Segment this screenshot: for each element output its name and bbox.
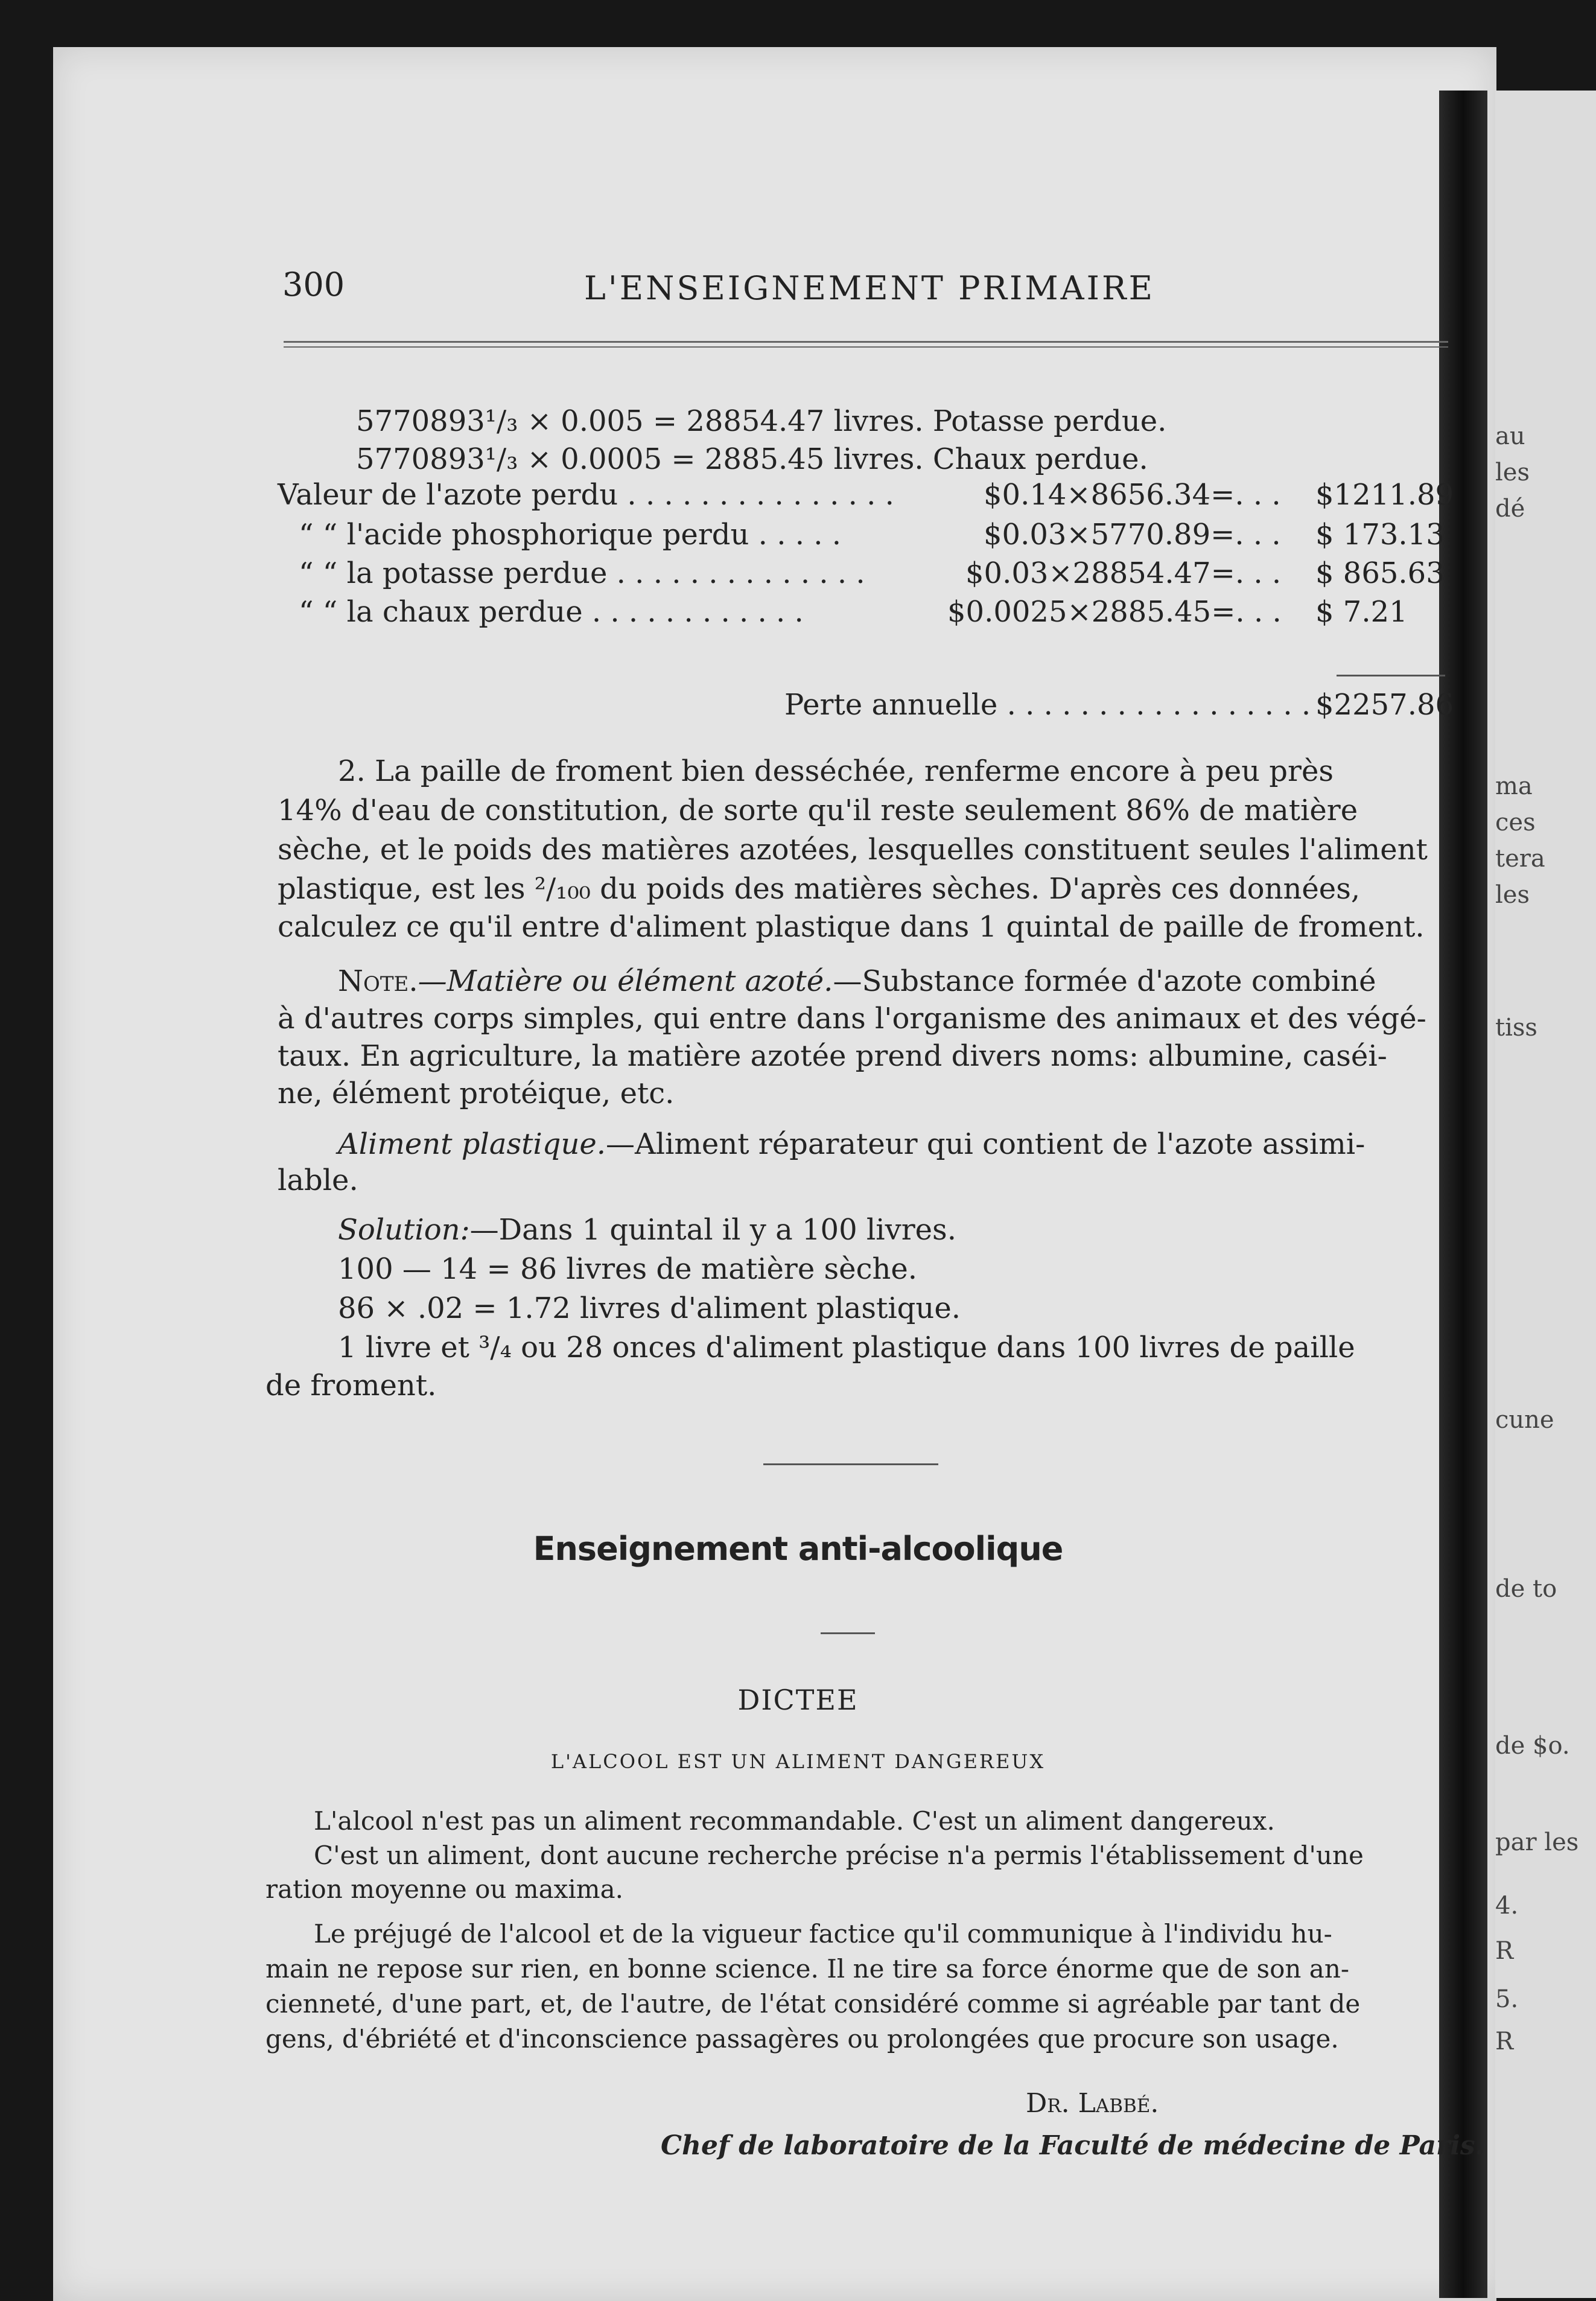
- problem-line: 2. La paille de froment bien desséchée, renferme encore à peu près: [338, 754, 1334, 788]
- valuation-amount: $ 173.13: [1315, 518, 1445, 552]
- author-name: Dr. Labbé.: [1026, 2088, 1159, 2119]
- note-line: à d'autres corps simples, qui entre dans l'organisme des animaux et des végé-: [278, 1002, 1426, 1036]
- section-heading: Enseignement anti-alcoolique: [533, 1530, 1063, 1568]
- problem-line: 14% d'eau de constitution, de sorte qu'il reste seulement 86% de matière: [278, 794, 1358, 827]
- valuation-label: “ “ l'acide phosphorique perdu . . . . .: [299, 518, 841, 552]
- valuation-label: Valeur de l'azote perdu . . . . . . . . . . . . . . .: [278, 478, 894, 512]
- solution-label: Solution:: [338, 1213, 470, 1247]
- solution-line: 1 livre et ³/₄ ou 28 onces d'aliment plastique dans 100 livres de paille: [338, 1331, 1355, 1364]
- dictation-line: L'alcool n'est pas un aliment recommandable. C'est un aliment dangereux.: [314, 1806, 1275, 1836]
- note-line: ne, élément protéique, etc.: [278, 1077, 675, 1110]
- aliment-first-line: [338, 1127, 1365, 1161]
- valuation-calc: $0.03×5770.89=. . .: [984, 518, 1281, 552]
- facing-page-fragment: R: [1495, 1937, 1514, 1965]
- book-spine: [1439, 91, 1487, 2298]
- facing-page-fragment: tiss: [1495, 1014, 1537, 1042]
- dictation-line: ration moyenne ou maxima.: [265, 1874, 624, 1904]
- facing-page-fragment: 4.: [1495, 1892, 1519, 1920]
- problem-line: sèche, et le poids des matières azotées, lesquelles constituent seules l'aliment: [278, 833, 1428, 867]
- facing-page-fragment: les: [1495, 459, 1530, 486]
- total-label: Perte annuelle . . . . . . . . . . . . . . . . .: [784, 688, 1311, 722]
- sum-rule: [1337, 675, 1445, 676]
- solution-text: —Dans 1 quintal il y a 100 livres.: [469, 1213, 956, 1247]
- aliment-definition: —Aliment réparateur qui contient de l'azote assimi-: [606, 1127, 1366, 1161]
- facing-page-fragment: tera: [1495, 845, 1545, 873]
- valuation-calc: $0.14×8656.34=. . .: [984, 478, 1281, 512]
- header-rule-secondary: [284, 346, 1448, 348]
- running-title: L'ENSEIGNEMENT PRIMAIRE: [584, 269, 1156, 307]
- problem-line: calculez ce qu'il entre d'aliment plastique dans 1 quintal de paille de froment.: [278, 910, 1425, 944]
- note-first-line: [338, 964, 1376, 998]
- facing-page-fragment: ma: [1495, 772, 1533, 800]
- valuation-calc: $0.0025×2885.45=. . .: [947, 595, 1282, 629]
- dictation-line: main ne repose sur rien, en bonne science. Il ne tire sa force énorme que de son an-: [265, 1954, 1350, 1984]
- facing-page-fragment: R: [1495, 2028, 1514, 2055]
- dictation-line: cienneté, d'une part, et, de l'autre, de l'état considéré comme si agréable par tant de: [265, 1989, 1361, 2019]
- facing-page-fragment: de $o.: [1495, 1732, 1570, 1760]
- aliment-line: lable.: [278, 1163, 358, 1197]
- note-term: —Matière ou élément azoté.: [418, 964, 833, 998]
- facing-page-fragment: ces: [1495, 809, 1536, 836]
- valuation-label: “ “ la chaux perdue . . . . . . . . . . . .: [299, 595, 804, 629]
- note-label: Note.: [338, 964, 418, 998]
- solution-first-line: [338, 1213, 956, 1247]
- dictation-line: gens, d'ébriété et d'inconscience passagères ou prolongées que procure son usage.: [265, 2024, 1339, 2054]
- computation-line: 5770893¹/₃ × 0.005 = 28854.47 livres. Potasse perdue.: [356, 404, 1167, 438]
- dictation-line: C'est un aliment, dont aucune recherche précise n'a permis l'établissement d'une: [314, 1841, 1364, 1870]
- total-amount: $2257.86: [1315, 688, 1454, 722]
- author-title: Chef de laboratoire de la Faculté de médecine de Paris.: [661, 2130, 1485, 2161]
- valuation-amount: $ 865.63: [1315, 556, 1445, 590]
- solution-line: 100 — 14 = 86 livres de matière sèche.: [338, 1252, 918, 1286]
- facing-page-fragment: dé: [1495, 495, 1525, 523]
- note-definition: —Substance formée d'azote combiné: [833, 964, 1376, 998]
- valuation-label: “ “ la potasse perdue . . . . . . . . . . . . . .: [299, 556, 865, 590]
- computation-line: 5770893¹/₃ × 0.0005 = 2885.45 livres. Chaux perdue.: [356, 442, 1148, 476]
- dictation-line: Le préjugé de l'alcool et de la vigueur factice qu'il communique à l'individu hu-: [314, 1919, 1332, 1949]
- problem-line: plastique, est les ²/₁₀₀ du poids des matières sèches. D'après ces données,: [278, 872, 1361, 906]
- note-line: taux. En agriculture, la matière azotée prend divers noms: albumine, caséi-: [278, 1039, 1387, 1073]
- valuation-amount: $1211.89: [1315, 478, 1454, 512]
- aliment-term: Aliment plastique.: [338, 1127, 606, 1161]
- facing-page-fragment: au: [1495, 422, 1525, 450]
- section-divider: [763, 1463, 938, 1465]
- facing-page-fragment: 5.: [1495, 1985, 1519, 2013]
- facing-page-fragment: de to: [1495, 1575, 1557, 1603]
- dictation-label: DICTEE: [737, 1684, 859, 1716]
- solution-line: de froment.: [265, 1369, 437, 1402]
- facing-page-fragment: les: [1495, 881, 1530, 909]
- solution-line: 86 × .02 = 1.72 livres d'aliment plastique.: [338, 1291, 961, 1325]
- facing-page-edge: [1495, 91, 1596, 2298]
- facing-page-fragment: cune: [1495, 1406, 1554, 1434]
- heading-rule: [821, 1632, 875, 1634]
- header-rule: [284, 341, 1448, 343]
- dictation-subtitle: L'ALCOOL EST UN ALIMENT DANGEREUX: [550, 1750, 1046, 1773]
- valuation-calc: $0.03×28854.47=. . .: [965, 556, 1282, 590]
- valuation-amount: $ 7.21: [1315, 595, 1408, 629]
- facing-page-fragment: par les: [1495, 1828, 1579, 1856]
- page-number: 300: [282, 266, 345, 304]
